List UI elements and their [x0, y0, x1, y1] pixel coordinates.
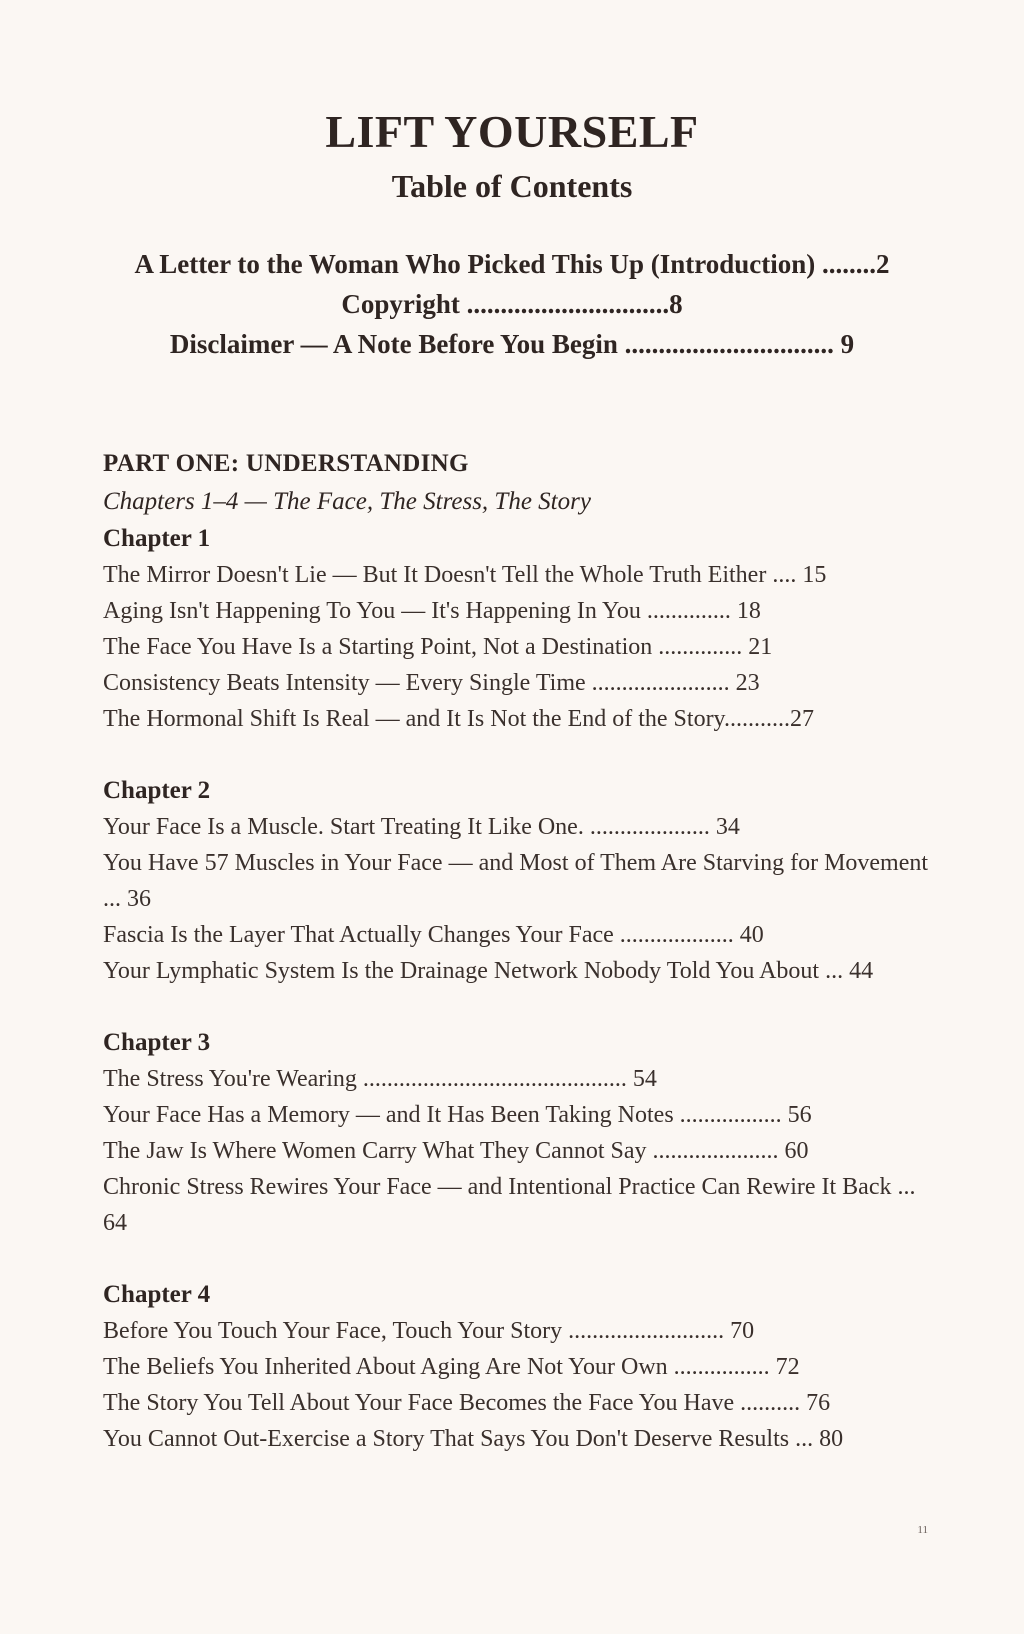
- toc-entry: Fascia Is the Layer That Actually Changes Your Face ................... 40: [103, 922, 764, 948]
- front-matter-list: [0, 244, 1024, 364]
- toc-entry: Your Face Is a Muscle. Start Treating It Like One. .................... 34: [103, 814, 740, 840]
- chapter-heading: Chapter 3: [103, 1029, 211, 1056]
- toc-entry-introduction: A Letter to the Woman Who Picked This Up (Introduction) ........2: [134, 249, 890, 279]
- toc-entry: Aging Isn't Happening To You — It's Happening In You .............. 18: [103, 598, 761, 624]
- part-heading: PART ONE: UNDERSTANDING: [103, 450, 469, 477]
- book-title: LIFT YOURSELF: [325, 106, 699, 157]
- chapter-3: [103, 1025, 933, 1241]
- toc-entry-copyright: Copyright ..............................8: [341, 289, 683, 319]
- chapter-2: [103, 773, 933, 989]
- part-subtitle: Chapters 1–4 — The Face, The Stress, The Story: [103, 488, 591, 515]
- toc-entry: You Have 57 Muscles in Your Face — and Most of Them Are Starving for Movement ... 36: [103, 850, 929, 912]
- toc-entry: Consistency Beats Intensity — Every Single Time ....................... 23: [103, 670, 760, 696]
- toc-entry: The Story You Tell About Your Face Becomes the Face You Have .......... 76: [103, 1390, 831, 1416]
- chapter-heading: Chapter 4: [103, 1281, 211, 1308]
- page-number: 11: [917, 1524, 928, 1536]
- part-one-section: [103, 445, 933, 1493]
- toc-entry: The Mirror Doesn't Lie — But It Doesn't Tell the Whole Truth Either .... 15: [103, 562, 827, 588]
- toc-entry-disclaimer: Disclaimer — A Note Before You Begin ............................... 9: [169, 329, 855, 359]
- toc-entry: The Stress You're Wearing ............................................ 54: [103, 1066, 657, 1092]
- toc-entry: Before You Touch Your Face, Touch Your Story .......................... 70: [103, 1318, 755, 1344]
- chapter-4: [103, 1277, 933, 1457]
- title-block: [0, 104, 1024, 206]
- toc-title: Table of Contents: [391, 168, 633, 204]
- toc-entry: The Face You Have Is a Starting Point, Not a Destination .............. 21: [103, 634, 773, 660]
- chapter-1: [103, 521, 933, 737]
- toc-entry: The Hormonal Shift Is Real — and It Is Not the End of the Story...........27: [103, 706, 814, 732]
- toc-entry: Chronic Stress Rewires Your Face — and Intentional Practice Can Rewire It Back ... 64: [103, 1174, 916, 1236]
- toc-entry: The Beliefs You Inherited About Aging Are Not Your Own ................ 72: [103, 1354, 800, 1380]
- chapter-heading: Chapter 2: [103, 777, 211, 804]
- toc-entry: You Cannot Out-Exercise a Story That Says You Don't Deserve Results ... 80: [103, 1426, 844, 1452]
- toc-entry: Your Face Has a Memory — and It Has Been Taking Notes ................. 56: [103, 1102, 812, 1128]
- toc-entry: Your Lymphatic System Is the Drainage Network Nobody Told You About ... 44: [103, 958, 874, 984]
- toc-entry: The Jaw Is Where Women Carry What They Cannot Say ..................... 60: [103, 1138, 809, 1164]
- chapter-heading: Chapter 1: [103, 525, 211, 552]
